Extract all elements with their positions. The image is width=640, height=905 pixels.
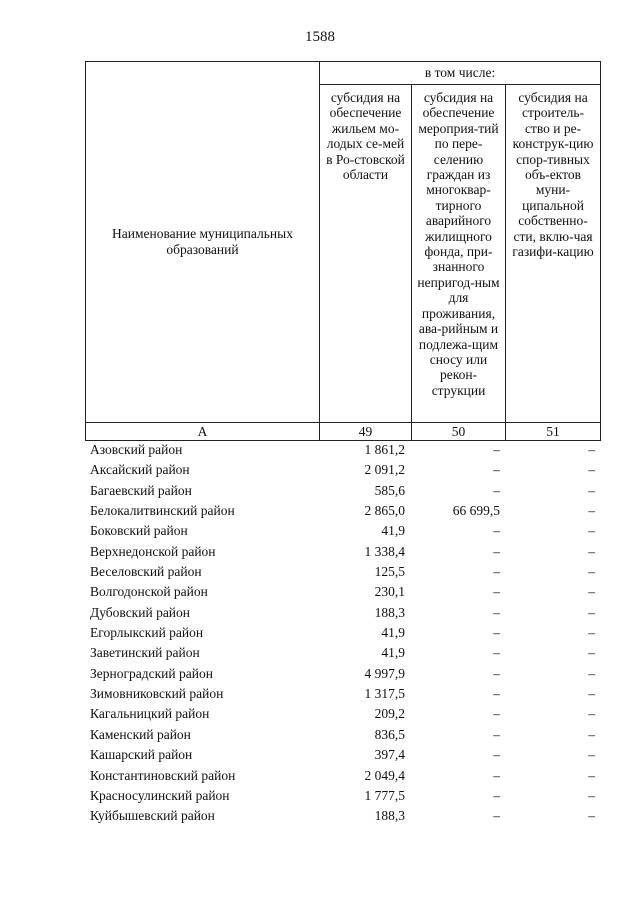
row-value-50: – (493, 564, 500, 580)
row-value-51: – (588, 462, 595, 478)
header-index-name: А (86, 423, 320, 441)
row-value-51: – (588, 482, 595, 498)
row-value-49: 41,9 (381, 645, 405, 661)
row-name: Куйбышевский район (90, 808, 215, 824)
table-row (85, 704, 600, 724)
row-value-51: – (588, 726, 595, 742)
row-value-49: 397,4 (374, 747, 405, 763)
row-name: Заветинский район (90, 645, 200, 661)
table-row (85, 623, 600, 643)
row-value-50: – (493, 462, 500, 478)
table-row (85, 745, 600, 765)
row-name: Белокалитвинский район (90, 503, 235, 519)
row-value-49: 585,6 (374, 482, 405, 498)
table-row (85, 664, 600, 684)
row-value-49: 1 338,4 (364, 543, 405, 559)
table-row (85, 501, 600, 521)
table-row (85, 766, 600, 786)
row-value-49: 188,3 (374, 808, 405, 824)
row-value-50: – (493, 482, 500, 498)
table-row (85, 725, 600, 745)
header-index-49: 49 (320, 423, 412, 441)
table-row (85, 542, 600, 562)
header-column-label: субсидия на строитель-ство и ре-конструк-цию спор-тивных объ-ектов муни-ципальной собственно-сти, вклю-чая газифи-кацию (512, 90, 594, 260)
row-name: Веселовский район (90, 564, 202, 580)
row-value-49: 2 049,4 (364, 767, 405, 783)
row-value-49: 188,3 (374, 604, 405, 620)
header-column-label: субсидия на обеспечение жильем мо-лодых се-мей в Ро-стовской области (326, 90, 405, 183)
row-value-49: 41,9 (381, 625, 405, 641)
row-value-51: – (588, 706, 595, 722)
row-value-50: – (493, 625, 500, 641)
row-value-51: – (588, 503, 595, 519)
row-value-50: – (493, 726, 500, 742)
table-row (85, 684, 600, 704)
header-name-label: Наименование муниципальных образований (112, 226, 293, 257)
row-name: Кагальницкий район (90, 706, 210, 722)
row-value-51: – (588, 645, 595, 661)
row-name: Зимовниковский район (90, 686, 224, 702)
row-value-51: – (588, 686, 595, 702)
row-value-50: – (493, 665, 500, 681)
row-value-51: – (588, 523, 595, 539)
table-header (85, 61, 601, 441)
row-value-50: – (493, 584, 500, 600)
row-value-49: 2 865,0 (364, 503, 405, 519)
row-value-49: 230,1 (374, 584, 405, 600)
row-name: Багаевский район (90, 482, 192, 498)
row-value-50: 66 699,5 (452, 503, 500, 519)
row-value-50: – (493, 523, 500, 539)
row-value-50: – (493, 543, 500, 559)
header-column-label: субсидия на обеспечение мероприя-тий по пере-селению граждан из многоквар-тирного аварийного жилищного фонда, при-знанного непригод-ным для проживания, ава-рийным и подлежа-щим сносу или рекон-струкции (417, 90, 500, 398)
row-value-50: – (493, 645, 500, 661)
row-value-50: – (493, 767, 500, 783)
row-value-51: – (588, 604, 595, 620)
page-number: 1588 (305, 29, 335, 45)
table-row (85, 643, 600, 663)
row-value-50: – (493, 604, 500, 620)
row-value-50: – (493, 787, 500, 803)
table-row (85, 562, 600, 582)
table-row (85, 603, 600, 623)
row-name: Зерноградский район (90, 665, 213, 681)
row-value-50: – (493, 808, 500, 824)
row-name: Азовский район (90, 442, 183, 457)
row-value-50: – (493, 686, 500, 702)
row-value-49: 209,2 (374, 706, 405, 722)
row-value-49: 836,5 (374, 726, 405, 742)
row-value-49: 41,9 (381, 523, 405, 539)
row-name: Константиновский район (90, 767, 236, 783)
table-row (85, 786, 600, 806)
header-name-column (86, 62, 320, 423)
row-value-49: 1 317,5 (364, 686, 405, 702)
row-value-51: – (588, 625, 595, 641)
table-row (85, 440, 600, 460)
header-including-label: в том числе: (424, 65, 496, 80)
header-column-50 (412, 85, 506, 423)
row-value-51: – (588, 665, 595, 681)
row-name: Дубовский район (90, 604, 191, 620)
row-name: Аксайский район (90, 462, 190, 478)
row-value-51: – (588, 808, 595, 824)
header-index-51: 51 (506, 423, 601, 441)
row-name: Волгодонской район (90, 584, 208, 600)
row-name: Каменский район (90, 726, 191, 742)
header-including (320, 62, 601, 85)
row-name: Егорлыкский район (90, 625, 204, 641)
row-value-51: – (588, 442, 595, 457)
row-value-51: – (588, 767, 595, 783)
row-value-49: 1 777,5 (364, 787, 405, 803)
table-row (85, 460, 600, 480)
row-value-49: 2 091,2 (364, 462, 405, 478)
row-name: Верхнедонской район (90, 543, 216, 559)
header-column-49 (320, 85, 412, 423)
row-value-51: – (588, 564, 595, 580)
table-row (85, 806, 600, 826)
table-body (85, 440, 600, 827)
row-value-50: – (493, 706, 500, 722)
row-value-51: – (588, 543, 595, 559)
row-value-51: – (588, 747, 595, 763)
row-value-51: – (588, 584, 595, 600)
row-name: Боковский район (90, 523, 188, 539)
header-column-51 (506, 85, 601, 423)
table-row (85, 521, 600, 541)
table-row (85, 582, 600, 602)
row-name: Красносулинский район (90, 787, 230, 803)
row-value-50: – (493, 747, 500, 763)
table-row (85, 481, 600, 501)
row-name: Кашарский район (90, 747, 193, 763)
row-value-51: – (588, 787, 595, 803)
row-value-50: – (493, 442, 500, 457)
row-value-49: 1 861,2 (364, 442, 405, 457)
row-value-49: 4 997,9 (364, 665, 405, 681)
header-index-50: 50 (412, 423, 506, 441)
row-value-49: 125,5 (374, 564, 405, 580)
